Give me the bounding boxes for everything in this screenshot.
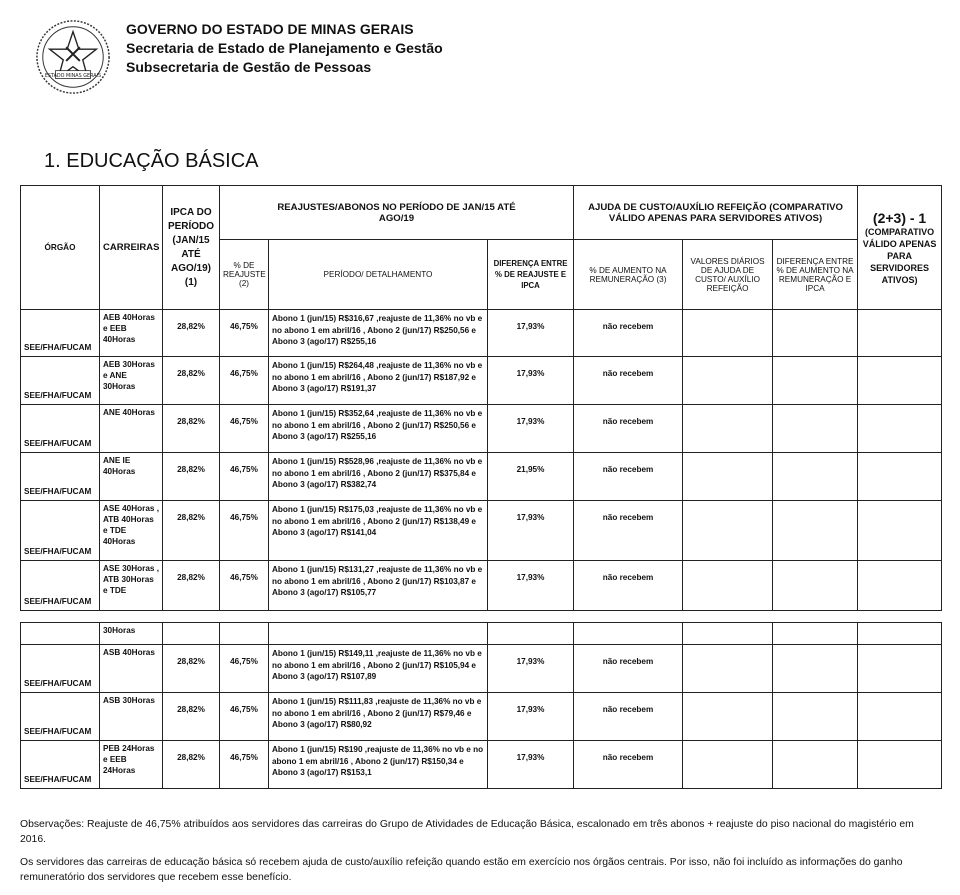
table-row	[21, 405, 942, 453]
cell-aumento: não recebem	[574, 501, 683, 561]
cell-ipca: 28,82%	[163, 693, 220, 741]
cell-diferenca-ajuda	[773, 501, 858, 561]
cell-carreira: ANE 40Horas	[100, 405, 163, 453]
cell-diferenca-ajuda	[773, 453, 858, 501]
cell-carreira: ASB 40Horas	[100, 645, 163, 693]
cell-comparativo	[858, 405, 942, 453]
cell-aumento: não recebem	[574, 645, 683, 693]
cell-carreira: ASE 40Horas , ATB 40Horas e TDE 40Horas	[100, 501, 163, 561]
cell-diferenca-ajuda	[773, 561, 858, 611]
state-seal-icon	[34, 18, 112, 96]
cell-ipca: 28,82%	[163, 501, 220, 561]
header-periodo: PERÍODO/ DETALHAMENTO	[269, 240, 488, 310]
cell-detalhe: Abono 1 (jun/15) R$316,67 ,reajuste de 11,36% no vb e no abono 1 em abril/16 , Abono 2 (jun/17) R$250,56 e Abono 3 (ago/17) R$255,16	[269, 310, 488, 357]
header-pct-aumento: % DE AUMENTO NA REMUNERAÇÃO (3)	[574, 240, 683, 310]
cell-ipca: 28,82%	[163, 561, 220, 611]
comparison-table-continued	[20, 622, 942, 789]
header-orgao: ÓRGÃO	[21, 186, 100, 310]
cell-diferenca: 17,93%	[488, 561, 574, 611]
cell-comparativo	[858, 357, 942, 405]
cell-carreira: ASB 30Horas	[100, 693, 163, 741]
cell-reajuste: 46,75%	[220, 645, 269, 693]
cell-diferenca: 17,93%	[488, 693, 574, 741]
table-row-continuation	[21, 623, 942, 645]
cell-detalhe: Abono 1 (jun/15) R$528,96 ,reajuste de 11,36% no vb e no abono 1 em abril/16 , Abono 2 (jun/17) R$375,84 e Abono 3 (ago/17) R$382,74	[269, 453, 488, 501]
observations	[20, 817, 940, 893]
cell-detalhe: Abono 1 (jun/15) R$149,11 ,reajuste de 11,36% no vb e no abono 1 em abril/16 , Abono 2 (jun/17) R$105,94 e Abono 3 (ago/17) R$107,89	[269, 645, 488, 693]
header-ajuda-group: AJUDA DE CUSTO/AUXÍLIO REFEIÇÃO (COMPARATIVO VÁLIDO APENAS PARA SERVIDORES ATIVOS)	[574, 186, 858, 240]
cell-valores-diarios	[683, 561, 773, 611]
cell-diferenca: 17,93%	[488, 405, 574, 453]
cell-carreira: AEB 40Horas e EEB 40Horas	[100, 310, 163, 357]
table-row	[21, 357, 942, 405]
table-row	[21, 645, 942, 693]
cell-comparativo	[858, 310, 942, 357]
header-secretaria: Secretaria de Estado de Planejamento e Gestão	[126, 40, 443, 56]
cell-aumento: não recebem	[574, 405, 683, 453]
cell-valores-diarios	[683, 501, 773, 561]
section-title: 1. EDUCAÇÃO BÁSICA	[44, 150, 259, 172]
cell-aumento: não recebem	[574, 453, 683, 501]
cell-detalhe: Abono 1 (jun/15) R$175,03 ,reajuste de 11,36% no vb e no abono 1 em abril/16 , Abono 2 (jun/17) R$138,49 e Abono 3 (ago/17) R$141,04	[269, 501, 488, 561]
header-pct-reajuste: % DE REAJUSTE (2)	[220, 240, 269, 310]
table-row	[21, 501, 942, 561]
cell-reajuste: 46,75%	[220, 501, 269, 561]
cell-diferenca-ajuda	[773, 357, 858, 405]
table-row	[21, 310, 942, 357]
observation-2: Os servidores das carreiras de educação básica só recebem ajuda de custo/auxílio refeição quando estão em exercício nos órgãos centrais. Por isso, não foi incluído as informações do ganho remuneratório dos servidores que recebem esse benefício.	[20, 857, 903, 883]
cell-comparativo	[858, 561, 942, 611]
header-col23	[858, 186, 942, 310]
cell-carreira: PEB 24Horas e EEB 24Horas	[100, 741, 163, 789]
cell-orgao: SEE/FHA/FUCAM	[21, 561, 100, 611]
cell-ipca: 28,82%	[163, 741, 220, 789]
cell-comparativo	[858, 501, 942, 561]
cell-orgao: SEE/FHA/FUCAM	[21, 357, 100, 405]
cell-diferenca: 17,93%	[488, 357, 574, 405]
cell-carreira: AEB 30Horas e ANE 30Horas	[100, 357, 163, 405]
cell-ipca: 28,82%	[163, 645, 220, 693]
header-col23-title: (2+3) - 1	[872, 209, 927, 226]
cell-diferenca: 17,93%	[488, 741, 574, 789]
cell-diferenca-ajuda	[773, 310, 858, 357]
cell-ipca: 28,82%	[163, 357, 220, 405]
cell-reajuste: 46,75%	[220, 405, 269, 453]
cell-diferenca-ajuda	[773, 693, 858, 741]
cell-comparativo	[858, 693, 942, 741]
cell-detalhe: Abono 1 (jun/15) R$352,64 ,reajuste de 11,36% no vb e no abono 1 em abril/16 , Abono 2 (jun/17) R$250,56 e Abono 3 (ago/17) R$255,16	[269, 405, 488, 453]
table-row	[21, 453, 942, 501]
cell-diferenca: 17,93%	[488, 501, 574, 561]
cell-reajuste: 46,75%	[220, 453, 269, 501]
cell-orgao: SEE/FHA/FUCAM	[21, 453, 100, 501]
cell-orgao: SEE/FHA/FUCAM	[21, 693, 100, 741]
cell-carreira: ANE IE 40Horas	[100, 453, 163, 501]
cell-orgao: SEE/FHA/FUCAM	[21, 405, 100, 453]
header-diferenca-ajuda: DIFERENÇA ENTRE % DE AUMENTO NA REMUNERAÇÃO E IPCA	[773, 240, 858, 310]
cell-valores-diarios	[683, 453, 773, 501]
cell-carreira: 30Horas	[100, 623, 163, 645]
cell-comparativo	[858, 645, 942, 693]
cell-orgao: SEE/FHA/FUCAM	[21, 645, 100, 693]
cell-orgao: SEE/FHA/FUCAM	[21, 741, 100, 789]
cell-valores-diarios	[683, 741, 773, 789]
comparison-table	[20, 185, 942, 611]
observation-1: Observações: Reajuste de 46,75% atribuídos aos servidores das carreiras do Grupo de Atividades de Educação Básica, escalonado em três abonos + reajuste do piso nacional do magistério em 2016.	[20, 819, 914, 845]
header-subsecretaria: Subsecretaria de Gestão de Pessoas	[126, 59, 372, 75]
cell-diferenca-ajuda	[773, 741, 858, 789]
document-header	[30, 14, 630, 94]
cell-valores-diarios	[683, 357, 773, 405]
header-col23-sub: (COMPARATIVO VÁLIDO APENAS PARA SERVIDORES ATIVOS)	[862, 226, 937, 285]
cell-carreira: ASE 30Horas , ATB 30Horas e TDE	[100, 561, 163, 611]
cell-valores-diarios	[683, 693, 773, 741]
table-row	[21, 561, 942, 611]
cell-ipca: 28,82%	[163, 453, 220, 501]
cell-comparativo	[858, 453, 942, 501]
cell-diferenca-ajuda	[773, 405, 858, 453]
cell-diferenca: 21,95%	[488, 453, 574, 501]
cell-valores-diarios	[683, 645, 773, 693]
header-reajustes-group: REAJUSTES/ABONOS NO PERÍODO DE JAN/15 ATÉ AGO/19	[220, 186, 574, 240]
cell-detalhe: Abono 1 (jun/15) R$111,83 ,reajuste de 11,36% no vb e no abono 1 em abril/16 , Abono 2 (jun/17) R$79,46 e Abono 3 (ago/17) R$80,92	[269, 693, 488, 741]
header-diferenca: DIFERENÇA ENTRE % DE REAJUSTE E IPCA	[488, 240, 574, 310]
table-row	[21, 693, 942, 741]
cell-ipca: 28,82%	[163, 405, 220, 453]
cell-aumento: não recebem	[574, 693, 683, 741]
cell-aumento: não recebem	[574, 561, 683, 611]
table-row	[21, 741, 942, 789]
cell-reajuste: 46,75%	[220, 310, 269, 357]
header-valores-diarios: VALORES DIÁRIOS DE AJUDA DE CUSTO/ AUXÍLIO REFEIÇÃO	[683, 240, 773, 310]
cell-ipca: 28,82%	[163, 310, 220, 357]
cell-diferenca-ajuda	[773, 645, 858, 693]
cell-reajuste: 46,75%	[220, 561, 269, 611]
cell-detalhe: Abono 1 (jun/15) R$131,27 ,reajuste de 11,36% no vb e no abono 1 em abril/16 , Abono 2 (jun/17) R$103,87 e Abono 3 (ago/17) R$105,77	[269, 561, 488, 611]
cell-orgao: SEE/FHA/FUCAM	[21, 501, 100, 561]
header-carreiras: CARREIRAS	[100, 186, 163, 310]
cell-aumento: não recebem	[574, 741, 683, 789]
cell-diferenca: 17,93%	[488, 645, 574, 693]
header-ipca: IPCA DO PERÍODO (JAN/15 ATÉ AGO/19) (1)	[163, 186, 220, 310]
cell-detalhe: Abono 1 (jun/15) R$190 ,reajuste de 11,36% no vb e no abono 1 em abril/16 , Abono 2 (jun/17) R$150,34 e Abono 3 (ago/17) R$153,1	[269, 741, 488, 789]
cell-aumento: não recebem	[574, 357, 683, 405]
header-government: GOVERNO DO ESTADO DE MINAS GERAIS	[126, 21, 414, 37]
cell-reajuste: 46,75%	[220, 693, 269, 741]
cell-detalhe: Abono 1 (jun/15) R$264,48 ,reajuste de 11,36% no vb e no abono 1 em abril/16 , Abono 2 (jun/17) R$187,92 e Abono 3 (ago/17) R$191,37	[269, 357, 488, 405]
cell-reajuste: 46,75%	[220, 741, 269, 789]
cell-valores-diarios	[683, 310, 773, 357]
cell-orgao: SEE/FHA/FUCAM	[21, 310, 100, 357]
cell-comparativo	[858, 741, 942, 789]
svg-text:ESTADO MINAS GERAIS: ESTADO MINAS GERAIS	[44, 72, 102, 79]
cell-reajuste: 46,75%	[220, 357, 269, 405]
cell-diferenca: 17,93%	[488, 310, 574, 357]
cell-aumento: não recebem	[574, 310, 683, 357]
cell-valores-diarios	[683, 405, 773, 453]
